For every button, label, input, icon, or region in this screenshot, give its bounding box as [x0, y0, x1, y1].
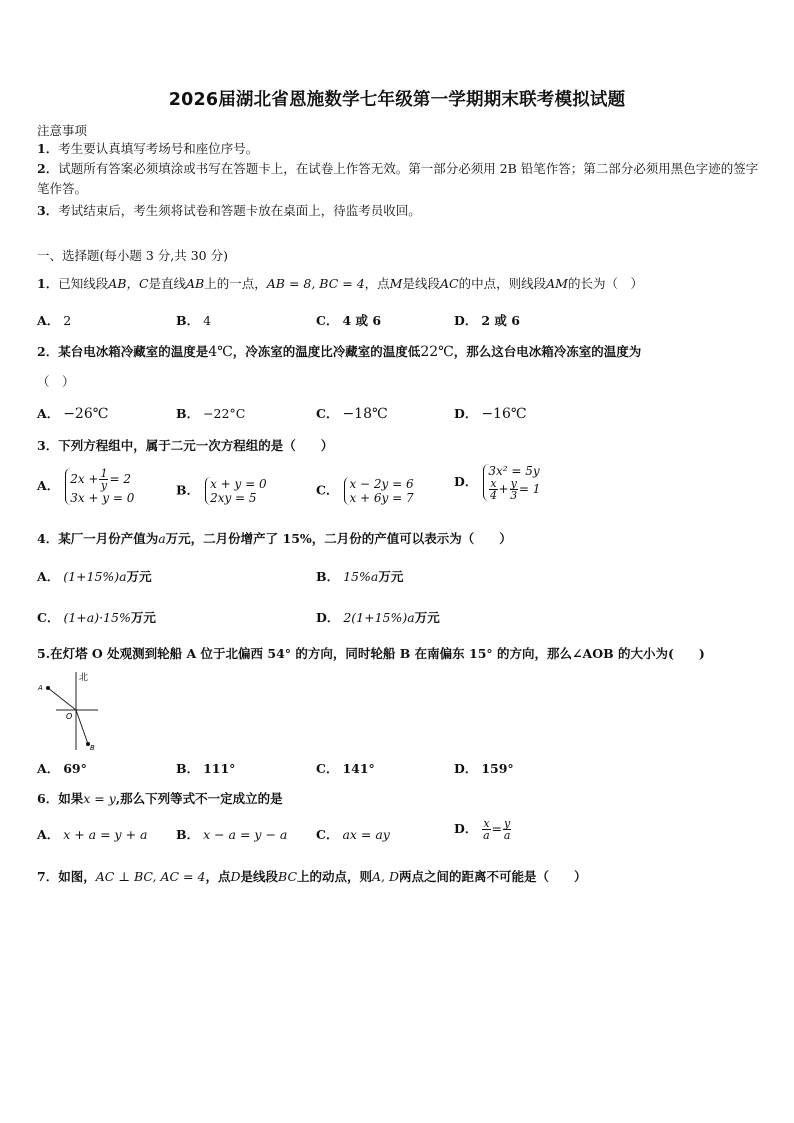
equation-line: x + 6y = 7	[349, 491, 414, 505]
equation-system	[205, 477, 267, 505]
q2-option-a[interactable]	[37, 404, 108, 422]
equation-line: 3x + y = 0	[70, 491, 135, 505]
option-label: B．	[176, 313, 200, 328]
q3-text: 下列方程组中，属于二元一次方程组的是（ ）	[58, 438, 334, 453]
q2-option-d[interactable]	[454, 404, 527, 422]
question-1	[37, 274, 759, 294]
option-label: C．	[316, 313, 339, 328]
option-label: B．	[176, 482, 200, 498]
q3-option-a[interactable]	[37, 468, 134, 505]
equation-part: +	[498, 482, 509, 496]
option-label: A．	[37, 406, 60, 421]
equation-line: 3x² = 5y	[488, 464, 540, 478]
option-unit: 万元	[378, 569, 404, 584]
option-label: D．	[316, 610, 340, 625]
q1-text: 上的一点，	[204, 276, 267, 291]
question-number: 7．	[37, 869, 59, 884]
denominator: 3	[510, 489, 518, 502]
question-number: 3．	[37, 438, 59, 453]
question-number: 1．	[37, 276, 59, 291]
equation-part: = 1	[518, 482, 541, 496]
label-north: 北	[79, 673, 89, 683]
option-label: A．	[37, 313, 60, 328]
q6-math: x = y	[83, 791, 116, 806]
q4-option-c[interactable]	[37, 608, 156, 626]
q1-text: 已知线段	[58, 276, 109, 291]
notice-item	[37, 159, 759, 199]
point-a	[46, 686, 50, 690]
q6-option-c[interactable]	[316, 825, 390, 843]
q5-option-c[interactable]	[316, 759, 375, 777]
option-label: C．	[316, 827, 339, 842]
option-label: C．	[37, 610, 60, 625]
q6-option-d[interactable]	[454, 818, 512, 841]
option-text: −18℃	[342, 406, 388, 422]
equation-system	[65, 468, 134, 505]
option-unit: 万元	[414, 610, 440, 625]
ray-oa	[48, 688, 76, 710]
option-label: B．	[176, 827, 200, 842]
notice-item-number: 2．	[37, 161, 59, 176]
option-label: C．	[316, 761, 339, 776]
option-text: 141°	[342, 761, 375, 776]
question-4	[37, 529, 759, 549]
q1-text: ，点	[364, 276, 390, 291]
q7-text: ，点	[205, 869, 231, 884]
option-expression: (1+15%)a	[63, 569, 127, 584]
q1-math: AB = 8, BC = 4	[266, 276, 365, 291]
q2-math: 22℃	[420, 344, 454, 360]
q4-math: a	[158, 531, 166, 546]
option-text: −26℃	[63, 406, 109, 422]
q1-option-b[interactable]	[176, 311, 211, 329]
q1-text: 的中点，则线段	[458, 276, 547, 291]
q4-option-b[interactable]	[316, 567, 403, 585]
question-5	[37, 644, 759, 664]
label-b: B	[90, 744, 95, 752]
equation-system	[344, 477, 413, 505]
numerator: y	[510, 477, 517, 490]
notice-item-number: 1．	[37, 141, 59, 156]
notice-item-number: 3．	[37, 203, 59, 218]
q3-option-d[interactable]	[454, 464, 540, 501]
notice-heading: 注意事项	[37, 123, 88, 138]
option-text: 4	[203, 313, 212, 328]
question-number: 6．	[37, 791, 59, 806]
q6-option-b[interactable]	[176, 825, 287, 843]
equation-line: 2xy = 5	[210, 491, 257, 505]
q7-text: 上的动点，则	[297, 869, 373, 884]
q1-math: AC	[440, 276, 459, 291]
option-label: B．	[176, 406, 200, 421]
q2-math: 4℃	[208, 344, 233, 360]
notice-item-text: 试题所有答案必须填涂或书写在答题卡上，在试卷上作答无效。第一部分必须用 2B 铅笔作答；第二部分必须用黑色字迹的签字笔作答。	[37, 161, 759, 196]
q1-text: 是线段	[402, 276, 440, 291]
q1-math: ，C	[126, 276, 149, 291]
question-6	[37, 789, 759, 809]
q7-math: AC ⊥ BC, AC = 4	[95, 869, 206, 884]
label-a: A	[38, 684, 43, 692]
q1-option-a[interactable]	[37, 311, 71, 329]
equation-system	[483, 464, 540, 501]
q5-text: 在灯塔 O 处观测到轮船 A 位于北偏西 54° 的方向，同时轮船 B 在南偏东 15° 的方向，那么∠AOB 的大小为( )	[50, 646, 705, 661]
q6-text: 如果	[58, 791, 84, 806]
option-text: −16℃	[481, 406, 527, 422]
q5-option-d[interactable]	[454, 759, 514, 777]
q1-text: 是直线	[148, 276, 187, 291]
notice-item	[37, 139, 759, 159]
option-label: D．	[454, 474, 478, 489]
question-number: 4．	[37, 531, 59, 546]
option-label: D．	[454, 821, 478, 836]
option-label: A．	[37, 569, 60, 584]
q2-text: 某台电冰箱冷藏室的温度是	[58, 344, 209, 359]
fraction	[489, 478, 497, 501]
option-text: 2	[63, 313, 72, 328]
notice-item	[37, 201, 759, 221]
label-o: O	[66, 712, 73, 721]
option-expression: (1+a)·15%	[63, 610, 131, 625]
option-text: x − a = y − a	[203, 827, 288, 842]
q6-text: ,那么下列等式不一定成立的是	[115, 791, 283, 806]
option-label: A．	[37, 761, 60, 776]
q7-math: BC	[278, 869, 298, 884]
question-7	[37, 867, 759, 887]
option-text: −22°C	[203, 406, 246, 421]
question-2	[37, 342, 759, 362]
q4-text: 某厂一月份产值为	[58, 531, 159, 546]
question-number: 5.	[37, 646, 51, 661]
option-expression: 15%a	[343, 569, 379, 584]
option-text: x + a = y + a	[63, 827, 148, 842]
q1-option-c[interactable]	[316, 311, 381, 329]
q3-option-b[interactable]	[176, 477, 267, 505]
q2-answer-paren: （ ）	[37, 374, 75, 389]
option-text: 4 或 6	[342, 313, 382, 328]
q5-option-b[interactable]	[176, 759, 235, 777]
fraction	[482, 818, 490, 841]
q1-math: AM	[546, 276, 568, 291]
option-label: B．	[316, 569, 340, 584]
option-text: 69°	[63, 761, 87, 776]
question-3	[37, 436, 759, 456]
equation-line: x − 2y = 6	[349, 477, 414, 491]
option-label: A．	[37, 478, 60, 493]
q6-option-a[interactable]	[37, 825, 147, 843]
option-expression: 2(1+15%)a	[343, 610, 415, 625]
q7-math: D	[230, 869, 241, 884]
option-label: D．	[454, 313, 478, 328]
q1-text: 的长为（ ）	[567, 276, 643, 291]
denominator: y	[100, 479, 108, 492]
option-label: C．	[316, 482, 339, 498]
q1-math: M	[389, 276, 403, 291]
numerator: y	[504, 817, 511, 830]
q2-option-c[interactable]	[316, 404, 388, 422]
q7-math: A, D	[372, 869, 400, 884]
numerator: x	[483, 817, 490, 830]
option-label: D．	[454, 406, 478, 421]
option-unit: 万元	[126, 569, 152, 584]
fraction	[510, 478, 518, 501]
q3-option-c[interactable]	[316, 477, 414, 505]
option-text: 2 或 6	[481, 313, 520, 328]
q2-option-b[interactable]	[176, 404, 245, 422]
equation-part: 2x +	[70, 472, 99, 486]
option-label: D．	[454, 761, 478, 776]
fraction	[99, 468, 108, 491]
equation-part: = 2	[109, 472, 131, 486]
section-heading: 一、选择题(每小题 3 分,共 30 分)	[37, 248, 228, 263]
option-text: ax = ay	[342, 827, 390, 842]
ray-ob	[76, 710, 88, 744]
denominator: a	[483, 829, 490, 842]
option-unit: 万元	[130, 610, 156, 625]
q1-math: AB	[108, 276, 127, 291]
option-label: A．	[37, 827, 60, 842]
fraction	[503, 818, 511, 841]
numerator: 1	[100, 467, 108, 480]
equation-line: x + y = 0	[210, 477, 267, 491]
bearing-diagram	[36, 668, 108, 752]
q7-text: 是线段	[240, 869, 279, 884]
equals-sign: =	[491, 821, 503, 836]
notice-item-text: 考生要认真填写考场号和座位序号。	[58, 141, 259, 156]
q4-text: 万元，二月份增产了 15%，二月份的产值可以表示为（ ）	[165, 531, 512, 546]
q7-text: 如图，	[58, 869, 96, 884]
q4-option-a[interactable]	[37, 567, 152, 585]
notice-item-text: 考试结束后，考生须将试卷和答题卡放在桌面上，待监考员收回。	[58, 203, 421, 218]
question-number: 2．	[37, 344, 59, 359]
q1-option-d[interactable]	[454, 311, 520, 329]
q2-text: ，那么这台电冰箱冷冻室的温度为	[453, 344, 642, 359]
page-title: 2026届湖北省恩施数学七年级第一学期期末联考模拟试题	[168, 90, 626, 110]
option-label: B．	[176, 761, 200, 776]
denominator: a	[503, 829, 511, 842]
option-text: 159°	[481, 761, 514, 776]
numerator: x	[490, 477, 497, 490]
option-text: 111°	[203, 761, 236, 776]
q4-option-d[interactable]	[316, 608, 440, 626]
option-label: C．	[316, 406, 339, 421]
q2-text: ，冷冻室的温度比冷藏室的温度低	[232, 344, 421, 359]
q7-text: 两点之间的距离不可能是（ ）	[399, 869, 587, 884]
q5-option-a[interactable]	[37, 759, 87, 777]
denominator: 4	[489, 489, 497, 502]
q1-math: AB	[186, 276, 205, 291]
